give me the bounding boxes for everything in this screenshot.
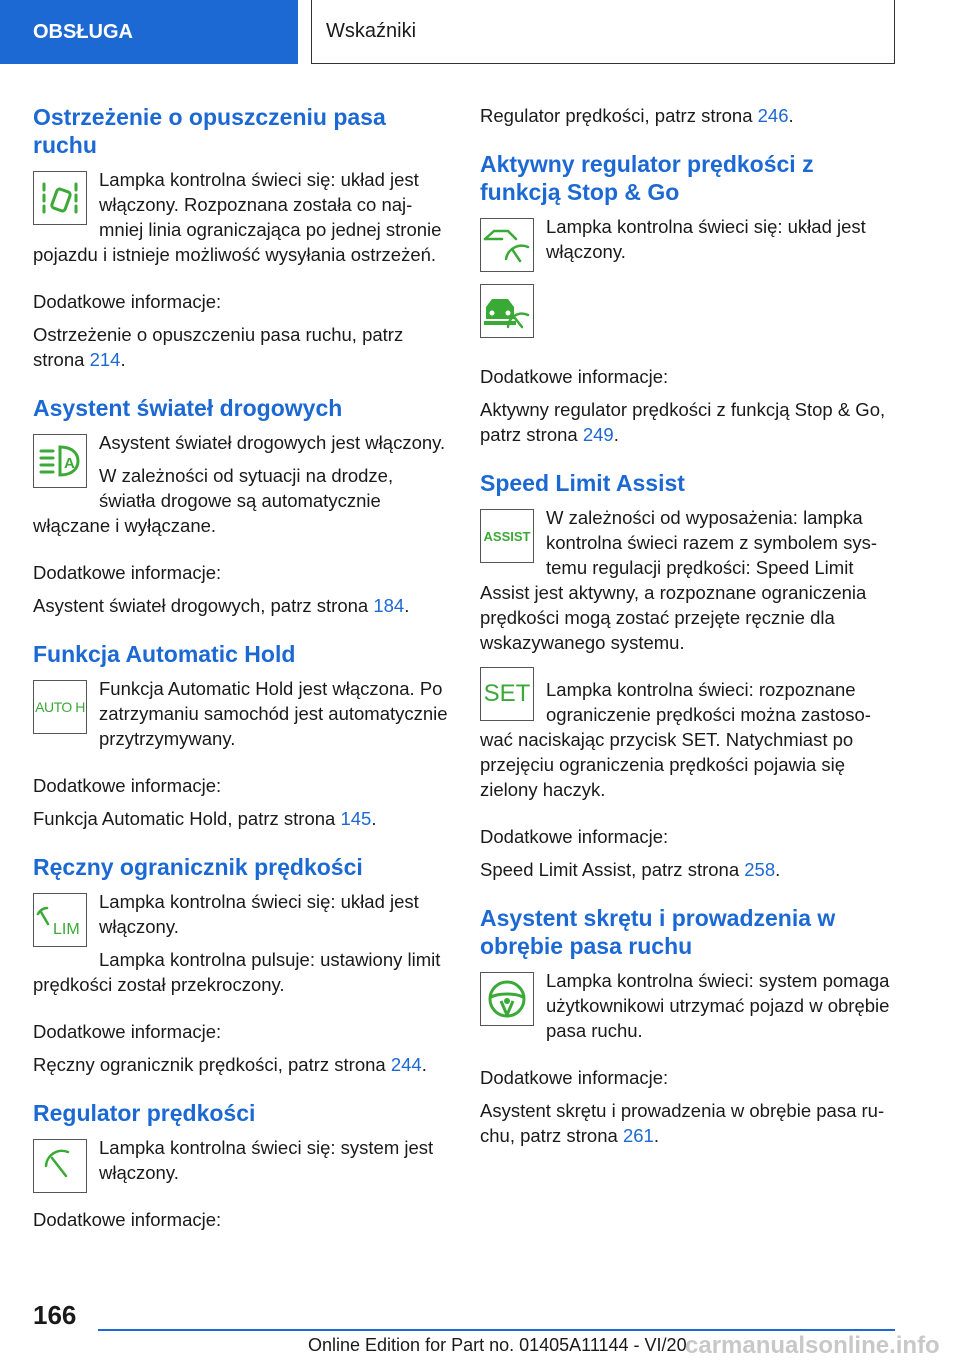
chapter-title: Wskaźniki xyxy=(326,20,417,42)
high-beam-assistant-icon xyxy=(33,434,87,488)
auto-hold-page-link[interactable]: 145 xyxy=(340,808,372,829)
speed-limit-assist-text-2: Lampka kontrolna świeci: rozpoznane ograniczenie prędkości można zastosować naciskając przycisk SET. Natychmiast po przejęciu ograniczenia prędkości pojawia się zielony haczyk. xyxy=(480,679,871,800)
section-tab xyxy=(0,0,298,64)
steering-assist-page-link[interactable]: 261 xyxy=(622,1125,654,1146)
watermark: carmanualsonline.info xyxy=(685,1332,940,1359)
heading-lane-departure: Ostrzeżenie o opuszczeniu pasa ruchu xyxy=(33,104,386,158)
cruise-control-page-link[interactable]: 246 xyxy=(757,105,789,126)
steering-assist-ref: Asystent skrętu i prowadzenia w obrębie pasa ruchu, patrz strona 261. xyxy=(480,1100,885,1146)
page-number: 166 xyxy=(33,1300,77,1330)
lane-departure-icon xyxy=(33,171,87,225)
auto-hold-more: Dodatkowe informacje: xyxy=(33,775,222,796)
heading-acc-stop-go: Aktywny regulator prędkości z funkcją Stop & Go xyxy=(480,151,814,205)
heading-speed-limit-assist: Speed Limit Assist xyxy=(480,470,685,496)
acc-text: Lampka kontrolna świeci się: układ jest włączony. xyxy=(546,216,866,262)
right-column xyxy=(480,103,896,1156)
speed-limiter-text-1: Lampka kontrolna świeci się: układ jest włączony. xyxy=(99,891,419,937)
footer-edition: Online Edition for Part no. 01405A11144 - VI/20 xyxy=(308,1335,687,1355)
cruise-control-ref: Regulator prędkości, patrz strona 246. xyxy=(480,105,794,126)
assist-icon-label: ASSIST xyxy=(483,528,531,544)
left-column xyxy=(33,103,449,1240)
heading-cruise-control: Regulator prędkości xyxy=(33,1100,256,1126)
high-beam-ref: Asystent świateł drogowych, patrz strona 184. xyxy=(33,595,410,616)
high-beam-text-2: W zależności od sytuacji na drodze, światła drogowe są automatycznie włączane i wyłączane. xyxy=(33,465,394,536)
lane-departure-text: Lampka kontrolna świeci się: układ jest włączony. Rozpoznana została co najmniej linia ograniczająca po jednej stronie pojazdu i istnieje możliwość wysyłania ostrzeżeń. xyxy=(33,169,442,265)
acc-page-link[interactable]: 249 xyxy=(582,424,614,445)
heading-speed-limiter: Ręczny ogranicznik prędkości xyxy=(33,854,363,880)
section-label: OBSŁUGA xyxy=(33,20,133,43)
acc-ref: Aktywny regulator prędkości z funkcją Stop & Go, patrz strona 249. xyxy=(480,399,886,445)
heading-high-beam: Asystent świateł drogowych xyxy=(33,395,343,421)
steering-assist-more: Dodatkowe informacje: xyxy=(480,1067,669,1088)
acc-more: Dodatkowe informacje: xyxy=(480,366,669,387)
speed-limiter-icon-label: LIM xyxy=(53,921,80,938)
heading-auto-hold: Funkcja Automatic Hold xyxy=(33,641,296,667)
speed-limiter-icon xyxy=(33,893,87,947)
set-icon-label: SET xyxy=(483,680,531,707)
chapter-title-box xyxy=(311,0,895,64)
speed-limit-assist-ref: Speed Limit Assist, patrz strona 258. xyxy=(480,859,781,880)
acc-icon xyxy=(480,218,534,272)
cruise-control-text: Lampka kontrolna świeci się: system jest włączony. xyxy=(99,1137,434,1183)
auto-hold-icon xyxy=(33,680,87,734)
auto-hold-ref: Funkcja Automatic Hold, patrz strona 145. xyxy=(33,808,377,829)
auto-hold-icon-label: AUTO H xyxy=(35,699,85,715)
high-beam-page-link[interactable]: 184 xyxy=(373,595,405,616)
high-beam-text-1: Asystent świateł drogowych jest włączony. xyxy=(99,432,446,453)
lane-departure-page-link[interactable]: 214 xyxy=(89,349,121,370)
speed-limit-assist-text-1: W zależności od wyposażenia: lampka kontrolna świeci razem z symbolem systemu regulacji prędkości: Speed Limit Assist jest aktywny, a rozpoznane ograniczenia prędkości mogą zostać przejęte ręcznie dla wskazywanego systemu. xyxy=(480,507,878,653)
speed-limit-assist-page-link[interactable]: 258 xyxy=(744,859,776,880)
speed-limiter-more: Dodatkowe informacje: xyxy=(33,1021,222,1042)
footer-divider xyxy=(98,1329,895,1331)
speed-limiter-text-2: Lampka kontrolna pulsuje: ustawiony limit prędkości został przekroczony. xyxy=(33,949,441,995)
auto-hold-text: Funkcja Automatic Hold jest włączona. Po zatrzymaniu samochód jest automatycznie przytrzymywany. xyxy=(99,678,448,749)
set-icon xyxy=(480,667,534,721)
acc-vehicle-detected-icon xyxy=(480,284,534,338)
steering-wheel-icon xyxy=(480,972,534,1026)
cruise-control-more: Dodatkowe informacje: xyxy=(33,1209,222,1230)
speed-limiter-page-link[interactable]: 244 xyxy=(390,1054,422,1075)
assist-icon xyxy=(480,509,534,563)
cruise-control-icon xyxy=(33,1139,87,1193)
speed-limit-assist-more: Dodatkowe informacje: xyxy=(480,826,669,847)
high-beam-more: Dodatkowe informacje: xyxy=(33,562,222,583)
lane-departure-ref: Ostrzeżenie o opuszczeniu pasa ruchu, patrz strona 214. xyxy=(33,324,404,370)
lane-departure-more: Dodatkowe informacje: xyxy=(33,291,222,312)
heading-steering-assist: Asystent skrętu i prowadzenia w obrębie pasa ruchu xyxy=(480,905,836,959)
speed-limiter-ref: Ręczny ogranicznik prędkości, patrz strona 244. xyxy=(33,1054,427,1075)
svg-text:A: A xyxy=(64,455,75,472)
steering-assist-text: Lampka kontrolna świeci: system pomaga użytkownikowi utrzymać pojazd w obrębie pasa ruchu. xyxy=(546,970,890,1041)
